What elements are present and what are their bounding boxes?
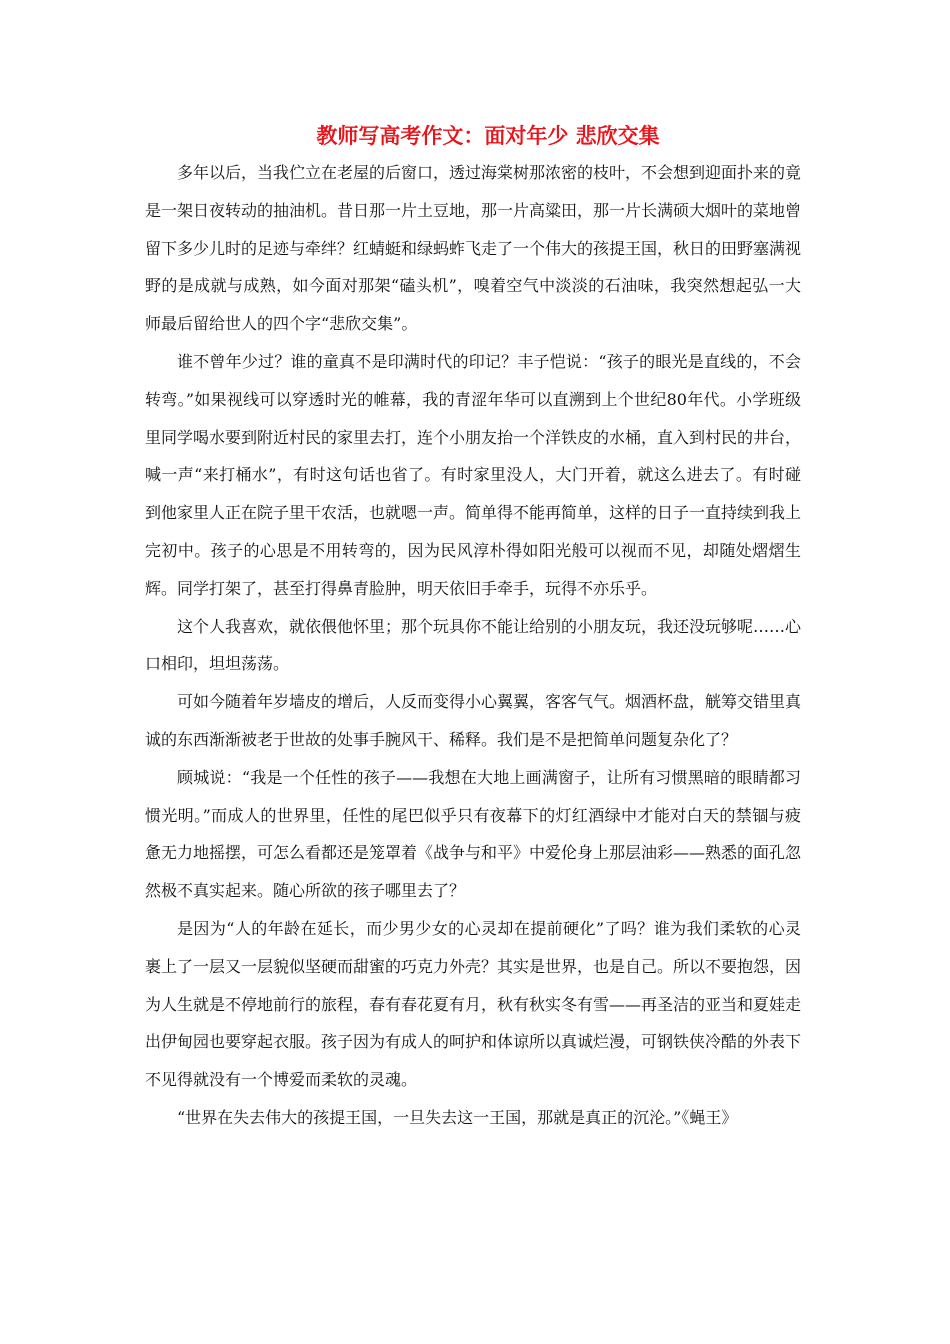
document-body bbox=[145, 118, 801, 1137]
paragraph-4: 可如今随着年岁墙皮的增后，人反而变得小心翼翼，客客气气。烟酒杯盘，觥筹交错里真诚的东西渐渐被老于世故的处事手腕风干、稀释。我们是不是把简单问题复杂化了？ bbox=[145, 692, 802, 749]
paragraph-7: “世界在失去伟大的孩提王国，一旦失去这一王国，那就是真正的沉沦。”《蝇王》 bbox=[177, 1107, 738, 1127]
paragraph-3: 这个人我喜欢，就依偎他怀里；那个玩具你不能让给别的小朋友玩，我还没玩够呢……心口相印，坦坦荡荡。 bbox=[145, 616, 802, 674]
paragraph-2: 谁不曾年少过？谁的童真不是印满时代的印记？丰子恺说：“孩子的眼光是直线的，不会转弯。”如果视线可以穿透时光的帷幕，我的青涩年华可以直溯到上个世纪80年代。小学班级里同学喝水要到附近村民的家里去打，连个小朋友抬一个洋铁皮的水桶，直入到村民的井台，喊一声“来打桶水”，有时这句话也省了。有时家里没人，大门开着，就这么进去了。有时碰到他家里人正在院子里干农活，也就嗯一声。简单得不能再简单，这样的日子一直持续到我上完初中。孩子的心思是不用转弯的，因为民风淳朴得如阳光般可以视而不见，却随处熠熠生辉。同学打架了，甚至打得鼻青脸肿，明天依旧手牵手，玩得不亦乐乎。 bbox=[145, 351, 802, 598]
paragraph-5: 顾城说：“我是一个任性的孩子——我想在大地上画满窗子，让所有习惯黑暗的眼睛都习惯光明。”而成人的世界里，任性的尾巴似乎只有夜幕下的灯红酒绿中才能对白天的禁锢与疲惫无力地摇摆，可怎么看都还是笼罩着《战争与和平》中爱伦身上那层油彩——熟悉的面孔忽然极不真实起来。随心所欲的孩子哪里去了？ bbox=[145, 767, 802, 901]
paragraph-1: 多年以后，当我伫立在老屋的后窗口，透过海棠树那浓密的枝叶，不会想到迎面扑来的竟是一架日夜转动的抽油机。昔日那一片土豆地，那一片高粱田，那一片长满硕大烟叶的菜地曾留下多少儿时的足迹与牵绊？红蜻蜓和绿蚂蚱飞走了一个伟大的孩提王国，秋日的田野塞满视野的是成就与成熟，如今面对那架“磕头机”，嗅着空气中淡淡的石油味，我突然想起弘一大师最后留给世人的四个字“悲欣交集”。 bbox=[145, 163, 802, 334]
paragraph-6: 是因为“人的年龄在延长，而少男少女的心灵却在提前硬化”了吗？谁为我们柔软的心灵裹上了一层又一层貌似坚硬而甜蜜的巧克力外壳？其实是世界，也是自己。所以不要抱怨，因为人生就是不停地前行的旅程，春有春花夏有月，秋有秋实冬有雪——再圣洁的亚当和夏娃走出伊甸园也要穿起衣服。孩子因为有成人的呵护和体谅所以真诚烂漫，可钢铁侠冷酷的外表下不见得就没有一个博爱而柔软的灵魂。 bbox=[145, 918, 802, 1090]
document-title: 教师写高考作文：面对年少 悲欣交集 bbox=[316, 123, 660, 148]
